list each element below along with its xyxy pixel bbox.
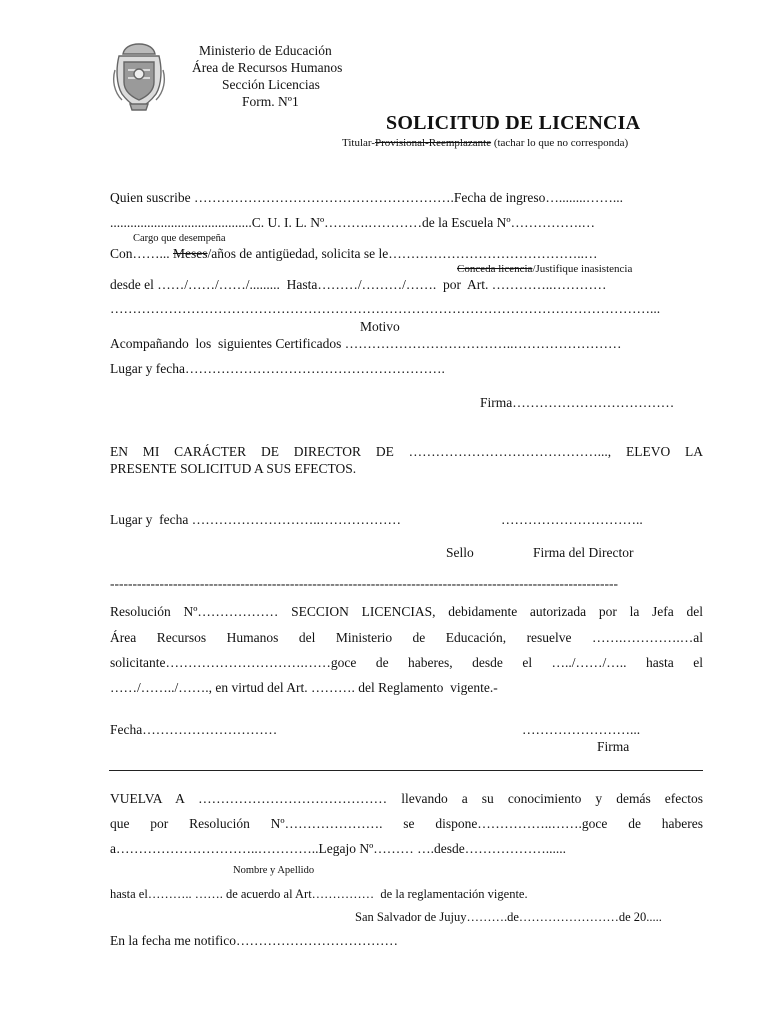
place-date-line: San Salvador de Jujuy……….de……………………de 20..... xyxy=(355,910,662,924)
cargo-label: Cargo que desempeña xyxy=(133,233,226,244)
resolution-firma-label: Firma xyxy=(597,739,630,754)
vuelva-line1: VUELVA A …………………………………… llevando a su conocimiento y demás efectos xyxy=(110,791,703,806)
director-paragraph-line2: PRESENTE SOLICITUD A SUS EFECTOS. xyxy=(110,461,357,476)
resolution-line3: solicitante………………………….……goce de haberes, desde el …../……/….. hasta el xyxy=(110,655,703,670)
vuelva-line2: que por Resolución Nº…………………. se dispone……………..…….goce de haberes xyxy=(110,816,703,831)
coat-of-arms-seal xyxy=(110,40,168,112)
vuelva-line4: hasta el……….. ……. de acuerdo al Art…………… de la reglamentación vigente. xyxy=(110,887,528,901)
desde-hasta-line: desde el ……/……/……/......... Hasta………/………/……. por Art. …………..………… xyxy=(110,277,607,292)
license-type-note xyxy=(457,263,632,275)
resolution-line2: Área Recursos Humanos del Ministerio de Educación, resuelve …….………….…al xyxy=(110,630,703,645)
blank-line: …………………………………………………………………………………………………………... xyxy=(110,301,661,316)
conceda-struck: Conceda licencia xyxy=(457,263,533,275)
section-name: Sección Licencias xyxy=(222,77,320,92)
solid-separator xyxy=(109,770,703,771)
cuil-line: ..........................................C. U. I. L. Nº……….…………de la Escuela Nº…………….… xyxy=(110,215,595,230)
notifico-line: En la fecha me notifico……………………………… xyxy=(110,933,398,948)
anios-text: /años de antigüedad, solicita se le……………………………………..… xyxy=(207,246,598,261)
resolution-signature-dots: ……………………... xyxy=(522,722,641,737)
motivo-label: Motivo xyxy=(360,319,400,334)
director-signature-dots: ………………………….. xyxy=(501,512,643,527)
lugar-fecha-line: Lugar y fecha…………………………………………………. xyxy=(110,361,445,376)
director-lugar-fecha: Lugar y fecha ………………………..……………… xyxy=(110,512,401,527)
quien-suscribe-line: Quien suscribe ………………………………………………….Fecha de ingreso…........……... xyxy=(110,190,623,205)
tachar-note: (tachar lo que no corresponda) xyxy=(491,137,629,149)
con-text: Con……... xyxy=(110,246,174,261)
justifique-text: /Justifique inasistencia xyxy=(532,263,633,275)
resolution-fecha: Fecha………………………… xyxy=(110,722,278,737)
titular-subtitle xyxy=(342,137,628,149)
titular-label: Titular- xyxy=(342,137,375,149)
firma-director-label: Firma del Director xyxy=(533,545,634,560)
struck-options: Provisional-Reemplazante xyxy=(375,137,492,149)
vuelva-line3: a…………………………..…………..Legajo Nº……… ….desde………………...... xyxy=(110,841,567,856)
meses-struck: Meses xyxy=(173,246,208,261)
ministry-name: Ministerio de Educación xyxy=(199,43,332,58)
document-title: SOLICITUD DE LICENCIA xyxy=(386,112,641,134)
form-number: Form. Nº1 xyxy=(242,94,299,109)
dashed-separator: ----------------------------------------------------------------------------------------------------------------- xyxy=(110,576,619,591)
area-name: Área de Recursos Humanos xyxy=(192,60,343,75)
certificados-line: Acompañando los siguientes Certificados ………………………………..…………………… xyxy=(110,336,622,351)
firma-line: Firma……………………………… xyxy=(480,395,675,410)
resolution-line1: Resolución Nº……………… SECCION LICENCIAS, debidamente autorizada por la Jefa del xyxy=(110,604,703,619)
sello-label: Sello xyxy=(446,545,474,560)
antiguedad-line xyxy=(110,246,597,262)
resolution-line4: ……/……../……., en virtud del Art. ………. del Reglamento vigente.- xyxy=(110,680,498,695)
nombre-apellido-label: Nombre y Apellido xyxy=(233,865,315,876)
director-paragraph-line1: EN MI CARÁCTER DE DIRECTOR DE ……………………………………..., ELEVO LA xyxy=(110,444,703,459)
